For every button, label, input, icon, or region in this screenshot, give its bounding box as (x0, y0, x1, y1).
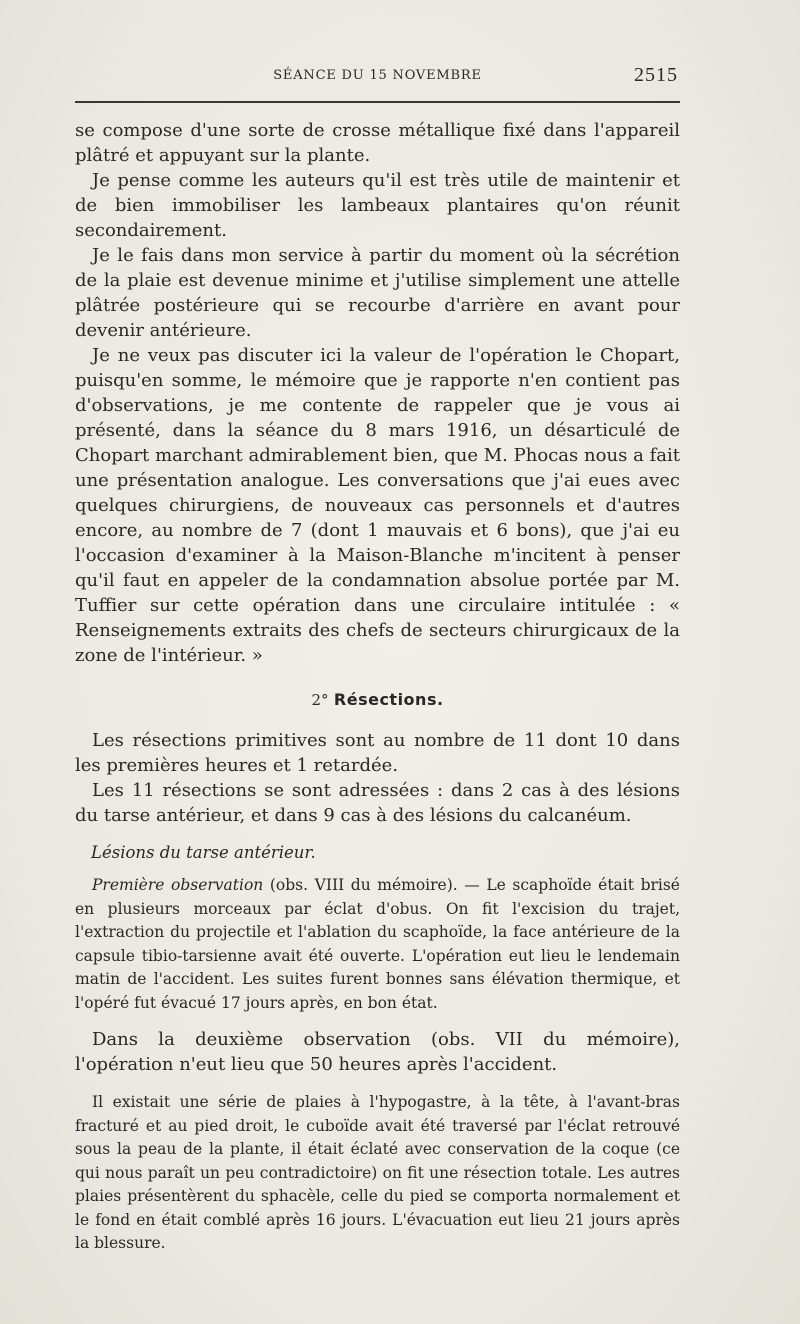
observation-2: Il existait une série de plaies à l'hypogastre, à la tête, à l'avant-bras fracturé et au pied droit, le cuboïde avait été traversé par l'éclat retrouvé sous la peau de la plante, il était éclaté avec conservation de la coque (ce qui nous paraît un peu contradictoire) on fit une résection totale. Les autres plaies présentèrent du sphacèle, celle du pied se comporta normalement et le fond en était comblé après 16 jours. L'évacuation eut lieu 21 jours après la blessure. (75, 1093, 680, 1252)
paragraph-auteurs: Je pense comme les auteurs qu'il est très utile de maintenir et de bien immobiliser les lambeaux plantaires qu'on réunit secondairement. (75, 170, 680, 241)
section-title: Résections. (333, 690, 444, 709)
observation-1 (75, 874, 680, 1015)
running-title: SÉANCE DU 15 NOVEMBRE (273, 68, 482, 83)
body-text (75, 118, 680, 1256)
section-number: 2° (311, 691, 329, 709)
spacer (75, 713, 680, 728)
paragraph-resections-sites: Les 11 résections se sont adressées : dans 2 cas à des lésions du tarse antérieur, et dans 9 cas à des lésions du calcanéum. (75, 780, 680, 826)
paragraph-deuxieme-observation: Dans la deuxième observation (obs. VII du mémoire), l'opération n'eut lieu que 50 heures après l'accident. (75, 1029, 680, 1075)
header-rule (75, 101, 680, 103)
subheading-tarse: Lésions du tarse antérieur. (91, 843, 316, 862)
observation-1-label: Première observation (92, 876, 264, 894)
paragraph-continuation: se compose d'une sorte de crosse métallique fixé dans l'appareil plâtré et appuyant sur la plante. (75, 120, 680, 166)
section-heading (75, 687, 680, 713)
paragraph-service: Je le fais dans mon service à partir du moment où la sécrétion de la plaie est devenue minime et j'utilise simplement une attelle plâtrée postérieure qui se recourbe d'arrière en avant pour devenir antérieure. (75, 245, 680, 341)
paragraph-resections-count: Les résections primitives sont au nombre de 11 dont 10 dans les premières heures et 1 retardée. (75, 730, 680, 776)
page-number: 2515 (634, 64, 678, 86)
observation-1-text: (obs. VIII du mémoire). — Le scaphoïde était brisé en plusieurs morceaux par éclat d'obus. On fit l'excision du trajet, l'extraction du projectile et l'ablation du scaphoïde, la face antérieure de la capsule tibio-tarsienne avait été ouverte. L'opération eut lieu le lendemain matin de l'accident. Les suites furent bonnes sans élévation thermique, et l'opéré fut évacué 17 jours après, en bon état. (75, 876, 680, 1012)
running-head (75, 64, 680, 88)
paragraph-chopart: Je ne veux pas discuter ici la valeur de l'opération le Chopart, puisqu'en somme, le mémoire que je rapporte n'en contient pas d'observations, je me contente de rappeler que je vous ai présenté, dans la séance du 8 mars 1916, un désarticulé de Chopart marchant admirablement bien, que M. Phocas nous a fait une présentation analogue. Les conversations que j'ai eues avec quelques chirurgiens, de nouveaux cas personnels et d'autres encore, au nombre de 7 (dont 1 mauvais et 6 bons), que j'ai eu l'occasion d'examiner à la Maison-Blanche m'incitent à penser qu'il faut en appeler de la condamnation absolue portée par M. Tuffier sur cette opération dans une circulaire intitulée : « Renseignements extraits des chefs de secteurs chirurgicaux de la zone de l'intérieur. » (75, 345, 680, 666)
